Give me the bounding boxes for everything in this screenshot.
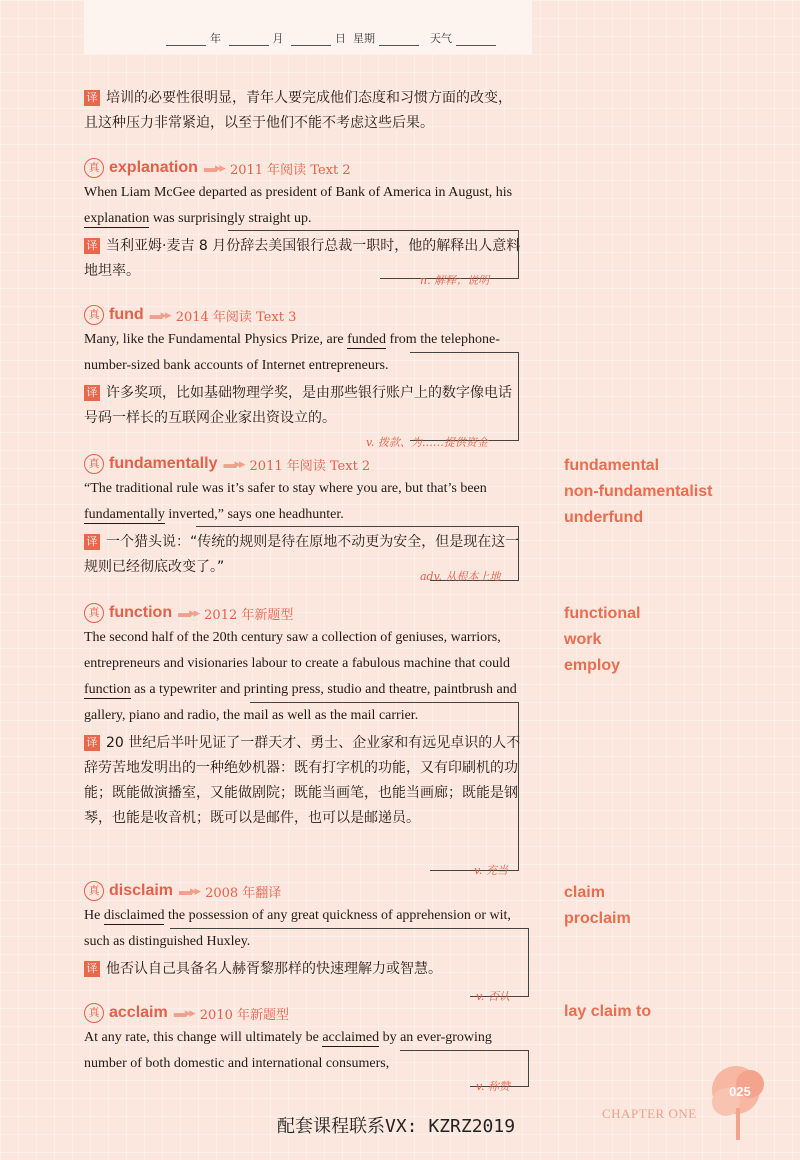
source-label: 2014 年阅读 Text 3 [175,309,297,325]
key-word: acclaimed [322,1030,380,1045]
chapter-label: CHAPTER ONE [602,1106,697,1121]
zhen-tag: 真 [84,603,104,623]
month-label: 月 [272,32,284,45]
related-words-function [564,601,640,679]
translation: 译 20 世纪后半叶见证了一群天才、勇士、企业家和有远见卓识的人不辞劳苦地发明出的一种绝妙机器：既有打字机的功能，又有印刷机的功能；既能做演播室，又能做剧院；既能当画笔，也能当画廊；既能是钢琴，也能是收音机；既可以是邮件，也可以是邮递员。 [84,735,521,826]
translation: 译 许多奖项，比如基础物理学奖，是由那些银行账户上的数字像电话号码一样长的互联网企业家出资设立的。 [84,385,512,426]
definition: v. 否认 [476,990,510,1003]
headword: fundamentally [109,455,218,472]
related-word: fundamental [564,457,660,474]
date-line [162,30,500,46]
related-word: functional [564,605,641,622]
related-word: work [564,631,602,648]
zhen-tag: 真 [84,305,104,325]
weather-label: 天气 [430,32,452,45]
example-sentence: “The traditional rule was it’s safer to stay where you are, but that’s been fundamentally inverted,” says one headhunter. [84,481,487,522]
translation: 译 一个猎头说：“传统的规则是待在原地不动更为安全，但是现在这一规则已经彻底改变了。” [84,534,520,575]
headword: fund [109,306,144,323]
zhen-tag: 真 [84,454,104,474]
key-word: disclaimed [103,908,165,923]
headword: explanation [109,159,198,176]
related-word: lay claim to [564,1003,652,1020]
definition: n. 解释；说明 [420,274,490,287]
related-word: non-fundamentalist [564,483,713,500]
definition: v. 拨款、为……提供资金 [366,436,488,449]
source-label: 2011 年阅读 Text 2 [249,458,371,474]
example-sentence: When Liam McGee departed as president of Bank of America in August, his explanation was surprisingly straight up. [84,185,513,226]
headword: acclaim [109,1004,168,1021]
translation: 译 当利亚姆·麦吉 8 月份辞去美国银行总裁一职时，他的解释出人意料地坦率。 [84,238,521,279]
intro-translation: 译 培训的必要性很明显，青年人要完成他们态度和习惯方面的改变，且这种压力非常紧迫，以至于他们不能不考虑这些后果。 [84,90,512,131]
definition: v. 充当 [474,864,508,877]
arrow-icon: ▬▸▸ [178,605,199,620]
headword: disclaim [109,882,174,899]
related-word: employ [564,657,621,674]
zhen-tag: 真 [84,158,104,178]
zhen-tag: 真 [84,1003,104,1023]
year-label: 年 [210,32,221,45]
key-word: function [84,682,131,697]
definition: adv. 从根本上地 [420,570,501,583]
arrow-icon: ▬▸▸ [203,160,224,175]
arrow-icon: ▬▸▸ [223,456,244,471]
arrow-icon: ▬▸▸ [179,883,200,898]
related-words-disclaim [564,880,631,932]
key-word: funded [347,332,386,347]
page-number-tree-icon [706,1062,770,1140]
related-word: claim [564,884,605,901]
translation: 译 他否认自己具备名人赫胥黎那样的快速理解力或智慧。 [84,957,524,982]
source-label: 2012 年新题型 [204,607,294,623]
example-sentence: The second half of the 20th century saw a collection of geniuses, warriors, entrepreneurs and visionaries labour to create a fabulous machine that could function as a typewriter and printing press, studio and theatre, paintbrush and gallery, piano and radio, the mail as well as the mail carrier. [84,630,517,723]
headword: function [109,604,173,621]
arrow-icon: ▬▸▸ [173,1005,194,1020]
key-word: explanation [84,211,150,226]
arrow-icon: ▬▸▸ [149,307,170,322]
related-words-acclaim [564,999,651,1025]
zhen-tag: 真 [84,881,104,901]
example-sentence: Many, like the Fundamental Physics Prize, are funded from the telephone-number-sized bank accounts of Internet entrepreneurs. [84,332,500,373]
translation-tag: 译 [84,90,100,106]
related-word: proclaim [564,910,631,927]
page-number: 025 [729,1084,751,1099]
related-words-fundamentally [564,453,712,531]
entry-disclaim [84,879,524,982]
weekday-label: 星期 [353,32,375,45]
source-label: 2010 年新题型 [199,1007,289,1023]
key-word: fundamentally [84,507,165,522]
source-label: 2011 年阅读 Text 2 [229,162,351,178]
source-label: 2008 年翻译 [205,885,282,901]
definition: v. 称赞 [476,1080,510,1093]
entry-acclaim [84,1001,524,1077]
example-sentence: He disclaimed the possession of any great quickness of apprehension or wit, such as distinguished Huxley. [84,908,511,949]
example-sentence: At any rate, this change will ultimately be acclaimed by an ever-growing number of both domestic and international consumers, [84,1030,492,1071]
related-word: underfund [564,509,644,526]
contact-note: 配套课程联系VX: KZRZ2019 [277,1116,516,1137]
day-label: 日 [335,32,346,45]
